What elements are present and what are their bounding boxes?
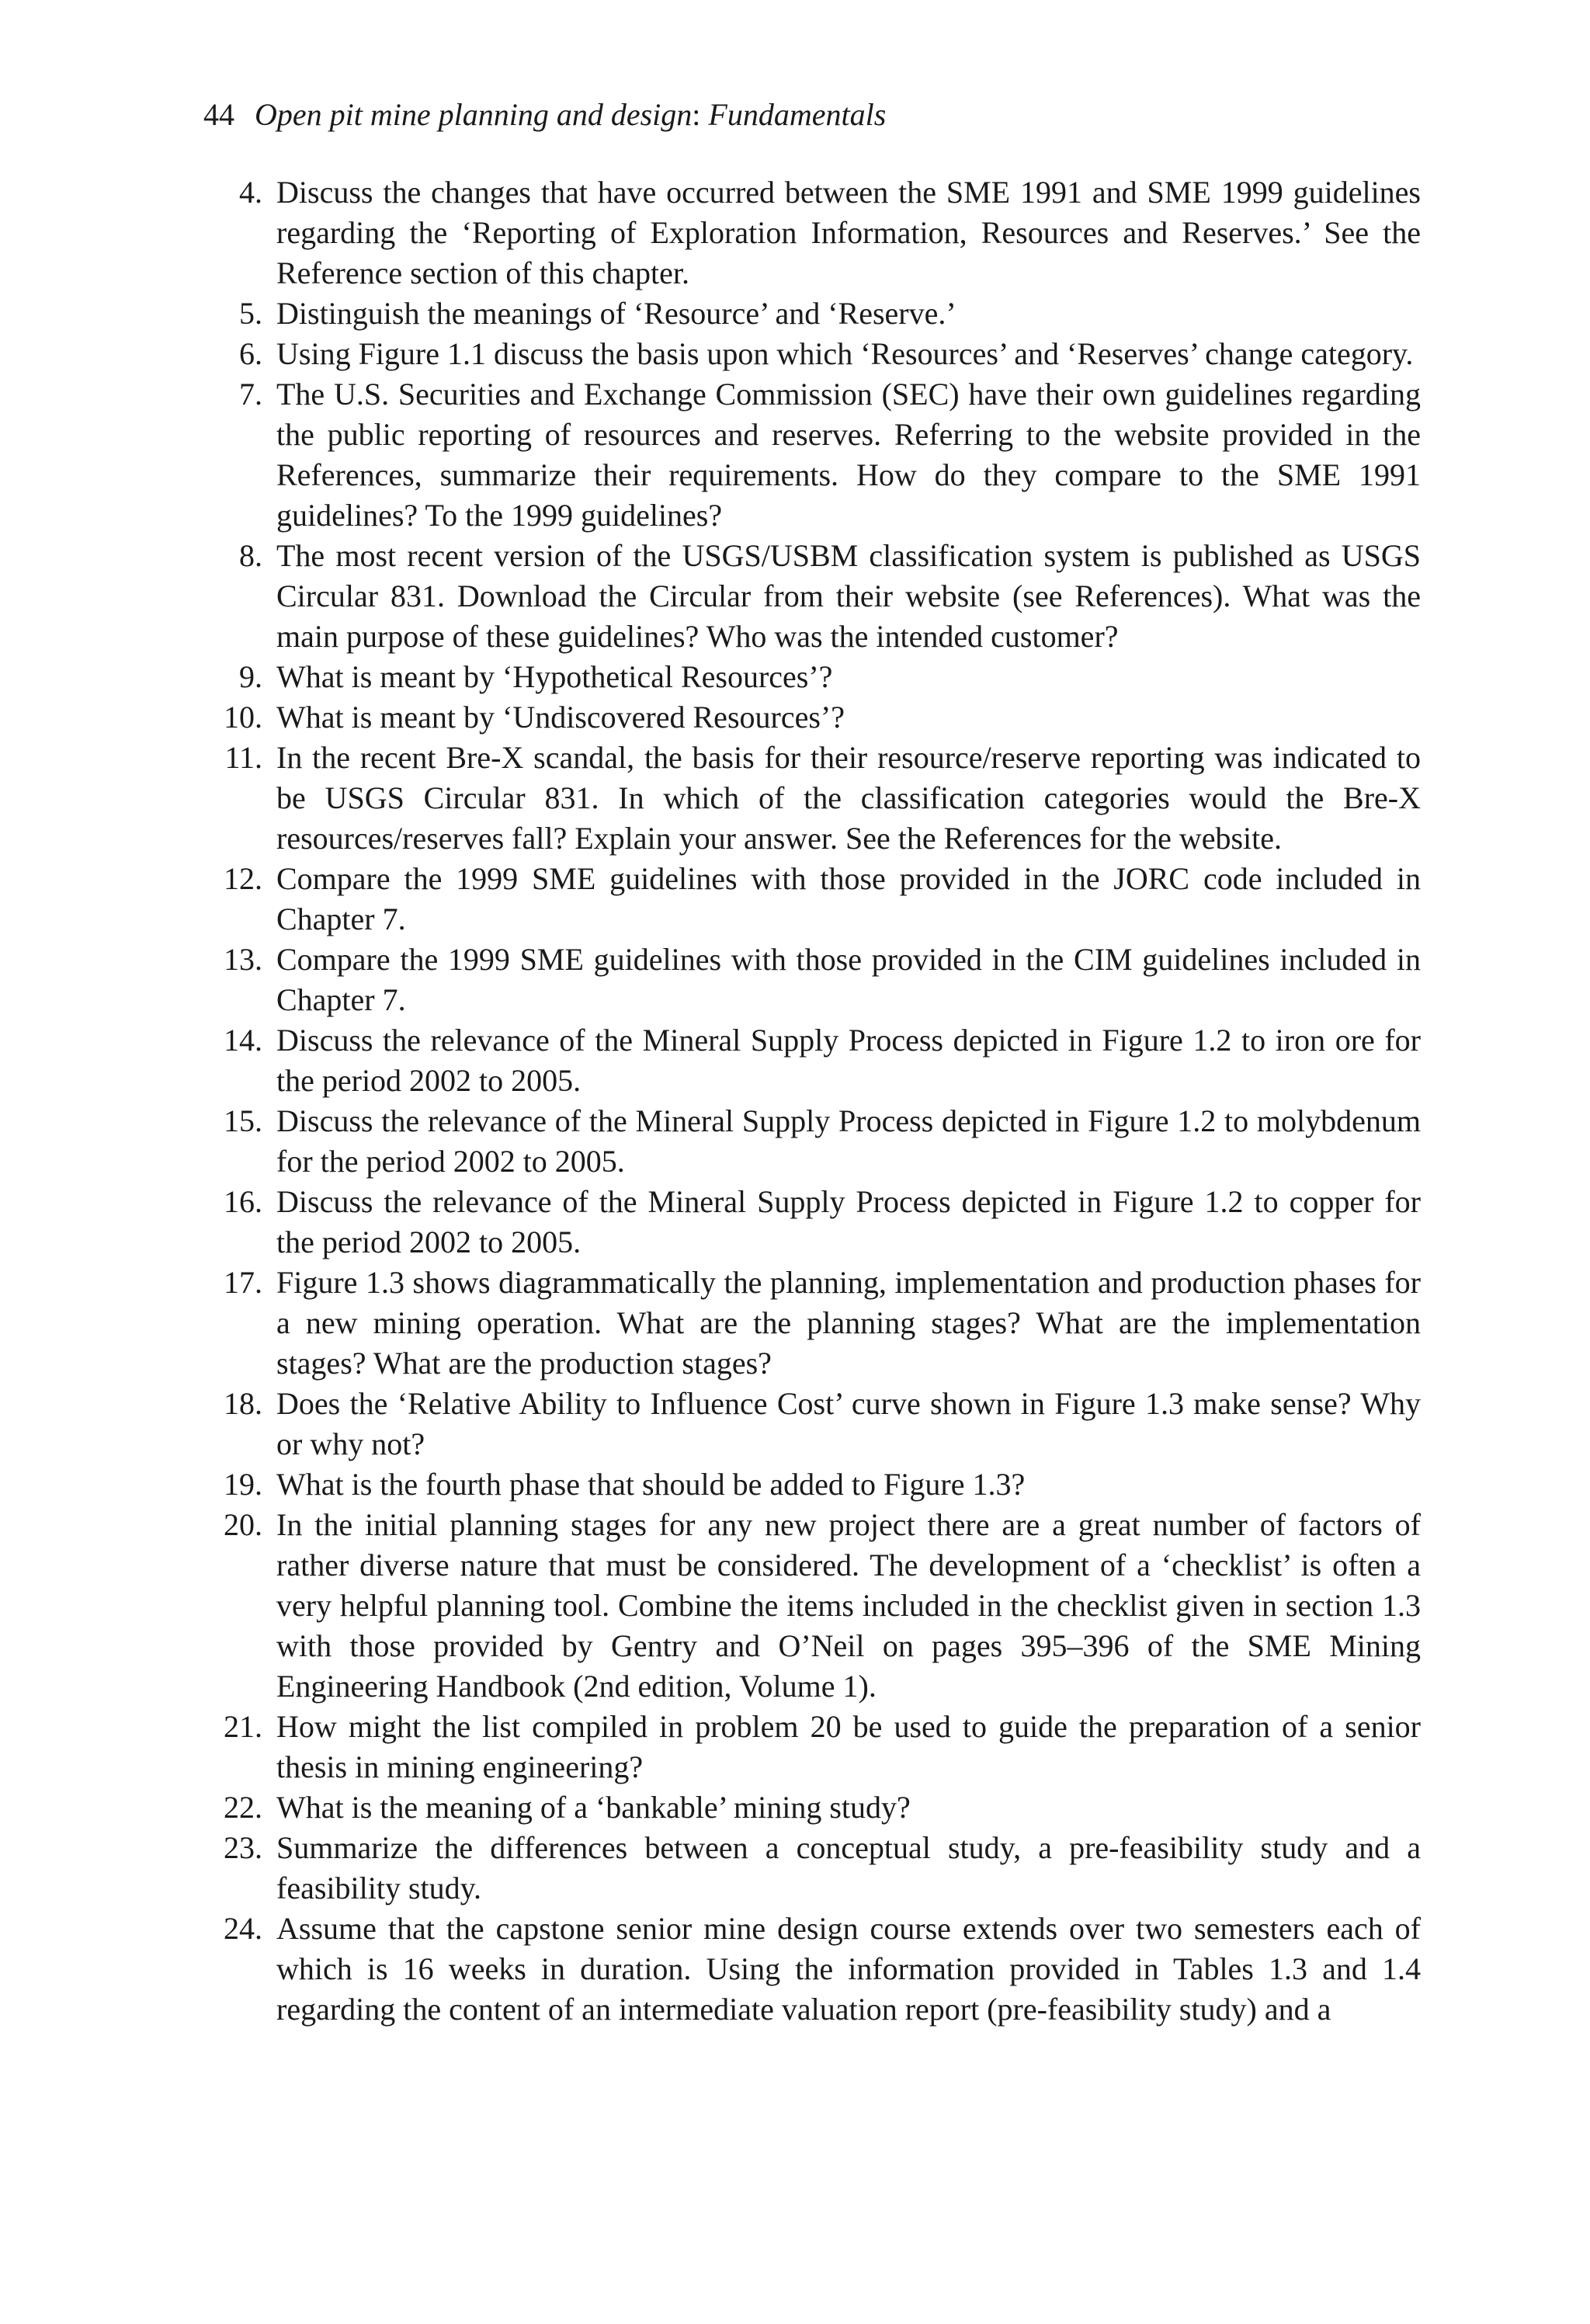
running-title-main: Open pit mine planning and design — [255, 97, 693, 132]
question-list — [203, 172, 1421, 2030]
question-number: 21. — [224, 1709, 262, 1744]
question-item — [203, 1101, 1421, 1182]
question-number: 20. — [224, 1507, 262, 1542]
question-text: What is the fourth phase that should be added to Figure 1.3? — [276, 1467, 1026, 1502]
question-text: Distinguish the meanings of ‘Resource’ and ‘Reserve.’ — [276, 296, 956, 331]
question-item — [203, 1020, 1421, 1101]
question-number: 10. — [224, 700, 262, 735]
question-item — [203, 1384, 1421, 1464]
question-text: The most recent version of the USGS/USBM classification system is published as USGS Circular 831. Download the Circular from their website (see References). What was the main purpose of these guidelines? Who was the intended customer? — [276, 538, 1421, 654]
question-number: 14. — [224, 1023, 262, 1058]
question-text: Figure 1.3 shows diagrammatically the planning, implementation and production phases for a new mining operation. What are the planning stages? What are the implementation stages? What are the production stages? — [276, 1265, 1421, 1381]
question-item — [203, 1182, 1421, 1263]
running-title-colon: : — [692, 97, 701, 132]
question-number: 9. — [239, 659, 262, 694]
question-item — [203, 1787, 1421, 1828]
question-item — [203, 1828, 1421, 1909]
question-text: Discuss the relevance of the Mineral Supply Process depicted in Figure 1.2 to iron ore for the period 2002 to 2005. — [276, 1023, 1421, 1098]
question-item — [203, 738, 1421, 859]
question-text: Using Figure 1.1 discuss the basis upon which ‘Resources’ and ‘Reserves’ change category. — [276, 336, 1414, 371]
question-text: In the recent Bre-X scandal, the basis for their resource/reserve reporting was indicated to be USGS Circular 831. In which of the classification categories would the Bre-X resources/reserves fall? Explain your answer. See the References for the website. — [276, 740, 1421, 856]
question-text: What is meant by ‘Hypothetical Resources’? — [276, 659, 833, 694]
question-item — [203, 859, 1421, 940]
page-header — [203, 92, 886, 138]
question-item — [203, 657, 1421, 697]
question-text: Discuss the relevance of the Mineral Supply Process depicted in Figure 1.2 to copper for the period 2002 to 2005. — [276, 1184, 1421, 1259]
question-number: 15. — [224, 1103, 262, 1138]
question-number: 8. — [239, 538, 262, 573]
question-text: Summarize the differences between a conceptual study, a pre-feasibility study and a feasibility study. — [276, 1830, 1421, 1905]
question-item — [203, 334, 1421, 374]
question-number: 4. — [239, 175, 262, 210]
question-number: 6. — [239, 336, 262, 371]
question-number: 23. — [224, 1830, 262, 1865]
question-item — [203, 536, 1421, 657]
question-number: 18. — [224, 1386, 262, 1421]
question-number: 19. — [224, 1467, 262, 1502]
question-text: Compare the 1999 SME guidelines with those provided in the CIM guidelines included in Chapter 7. — [276, 942, 1421, 1017]
question-text: How might the list compiled in problem 20 be used to guide the preparation of a senior thesis in mining engineering? — [276, 1709, 1421, 1784]
question-text: In the initial planning stages for any new project there are a great number of factors of rather diverse nature that must be considered. The development of a ‘checklist’ is often a very helpful planning tool. Combine the items included in the checklist given in section 1.3 with those provided by Gentry and O’Neil on pages 395–396 of the SME Mining Engineering Handbook (2nd edition, Volume 1). — [276, 1507, 1421, 1704]
question-text: Discuss the relevance of the Mineral Supply Process depicted in Figure 1.2 to molybdenum for the period 2002 to 2005. — [276, 1103, 1421, 1179]
question-number: 13. — [224, 942, 262, 977]
question-text: Compare the 1999 SME guidelines with those provided in the JORC code included in Chapter 7. — [276, 861, 1421, 936]
question-item — [203, 1909, 1421, 2030]
question-item — [203, 1263, 1421, 1384]
question-text: Discuss the changes that have occurred between the SME 1991 and SME 1999 guidelines regarding the ‘Reporting of Exploration Information, Resources and Reserves.’ See the Reference section of this chapter. — [276, 175, 1421, 290]
question-item — [203, 697, 1421, 738]
question-text: The U.S. Securities and Exchange Commission (SEC) have their own guidelines regarding the public reporting of resources and reserves. Referring to the website provided in the References, summarize their requirements. How do they compare to the SME 1991 guidelines? To the 1999 guidelines? — [276, 377, 1421, 533]
question-item — [203, 940, 1421, 1020]
question-number: 16. — [224, 1184, 262, 1219]
question-text: What is the meaning of a ‘bankable’ mining study? — [276, 1790, 911, 1825]
question-item — [203, 1464, 1421, 1505]
question-item — [203, 374, 1421, 536]
question-item — [203, 1707, 1421, 1787]
question-number: 11. — [224, 740, 262, 775]
question-item — [203, 1505, 1421, 1707]
question-item — [203, 172, 1421, 294]
question-number: 7. — [239, 377, 262, 412]
running-title — [255, 97, 886, 132]
question-text: What is meant by ‘Undiscovered Resources’? — [276, 700, 845, 735]
question-number: 12. — [224, 861, 262, 896]
question-number: 5. — [239, 296, 262, 331]
question-number: 22. — [224, 1790, 262, 1825]
question-number: 24. — [224, 1911, 262, 1946]
page-number: 44 — [203, 97, 234, 132]
question-text: Does the ‘Relative Ability to Influence Cost’ curve shown in Figure 1.3 make sense? Why or why not? — [276, 1386, 1421, 1461]
running-title-sub: Fundamentals — [700, 97, 887, 132]
question-number: 17. — [224, 1265, 262, 1300]
question-item — [203, 294, 1421, 334]
question-text: Assume that the capstone senior mine design course extends over two semesters each of which is 16 weeks in duration. Using the information provided in Tables 1.3 and 1.4 regarding the content of an intermediate valuation report (pre-feasibility study) and a — [276, 1911, 1421, 2027]
